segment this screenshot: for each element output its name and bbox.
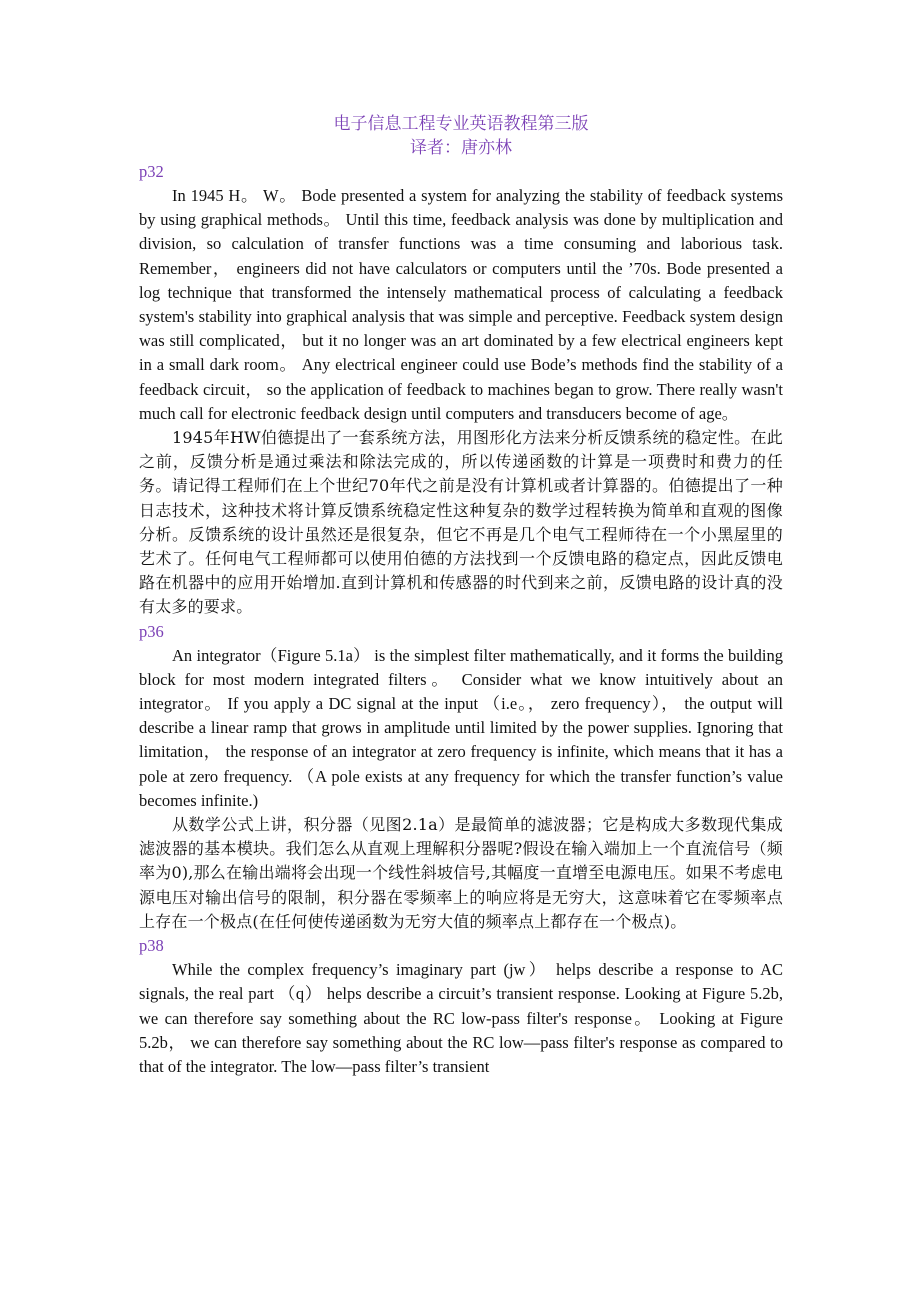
page-label-p38: p38 — [139, 936, 164, 956]
paragraph-chinese: 1945年HW伯德提出了一套系统方法，用图形化方法来分析反馈系统的稳定性。在此之前，反馈分析是通过乘法和除法完成的，所以传递函数的计算是一项费时和费力的任务。请记得工程师们在上个世纪70年代之前是没有计算机或者计算器的。伯德提出了一种日志技术，这种技术将计算反馈系统稳定性这种复杂的数学过程转换为简单和直观的图像分析。反馈系统的设计虽然还是很复杂，但它不再是几个电气工程师待在一个小黑屋里的艺术了。任何电气工程师都可以使用伯德的方法找到一个反馈电路的稳定点，因此反馈电路在机器中的应用开始增加.直到计算机和传感器的时代到来之前，反馈电路的设计真的没有太多的要求。 — [139, 428, 783, 617]
paragraph-chinese: 从数学公式上讲，积分器（见图2.1a）是最简单的滤波器；它是构成大多数现代集成滤波器的基本模块。我们怎么从直观上理解积分器呢?假设在输入端加上一个直流信号（频率为0),那么在输出端将会出现一个线性斜坡信号,其幅度一直增至电源电压。如果不考虑电源电压对输出信号的限制，积分器在零频率上的响应将是无穷大，这意味着它在零频率点上存在一个极点(在任何使传递函数为无穷大值的频率点上都存在一个极点)。 — [139, 815, 783, 931]
paragraph-english: An integrator（Figure 5.1a） is the simplest filter mathematically, and it forms the building block for most modern integrated filters。 Consider what we know intuitively about an integrator。 If you apply a DC signal at the input （i.e。， zero frequency）， the output will describe a linear ramp that grows in amplitude until limited by the power supplies. Ignoring that limitation， the response of an integrator at zero frequency is infinite, which means that it has a pole at zero frequency. （A pole exists at any frequency for which the transfer function’s value becomes infinite.) — [139, 645, 783, 810]
paragraph-english: While the complex frequency’s imaginary part (jw） helps describe a response to AC signals, the real part （q） helps describe a circuit’s transient response. Looking at Figure 5.2b, we can therefore say something about the RC low-pass filter's response。 Looking at Figure 5.2b， we can therefore say something about the RC low—pass filter's response as compared to that of the integrator. The low—pass filter’s transient — [139, 960, 783, 1076]
page-label-p36: p36 — [139, 621, 164, 641]
document-page — [139, 112, 783, 1079]
document-title: 电子信息工程专业英语教程第三版 — [333, 114, 589, 133]
paragraph-english: In 1945 H。 W。 Bode presented a system for analyzing the stability of feedback systems by using graphical methods。 Until this time, feedback analysis was done by multiplication and division, so calculation of transfer functions was a time consuming and laborious task. Remember， engineers did not have calculators or computers until the ’70s. Bode presented a log technique that transformed the intensely mathematical process of calculating a feedback system's stability into graphical analysis that was simple and perceptive. Feedback system design was still complicated， but it no longer was an art dominated by a few electrical engineers kept in a small dark room。 Any electrical engineer could use Bode’s methods find the stability of a feedback circuit， so the application of feedback to machines began to grow. There really wasn't much call for electronic feedback design until computers and transducers become of age。 — [139, 186, 783, 423]
translator-line: 译者：唐亦林 — [410, 138, 512, 157]
page-label-p32: p32 — [139, 162, 164, 181]
